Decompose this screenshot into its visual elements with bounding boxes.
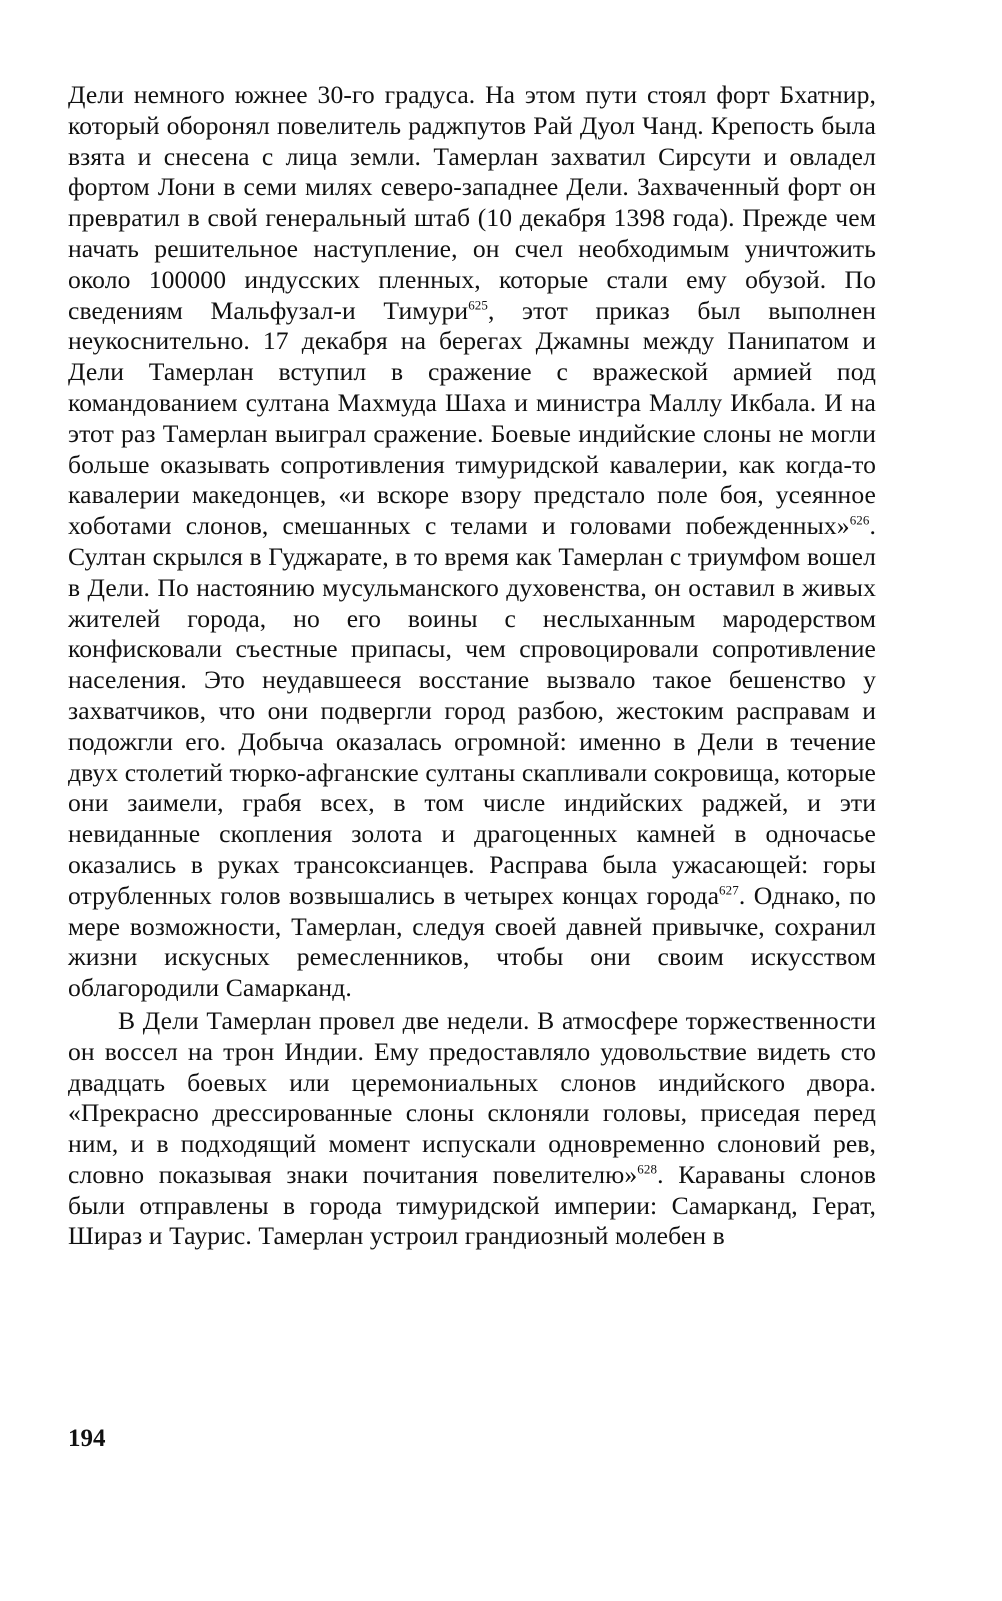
text-run: . Однако, по мере возможности, Тамерлан, следуя своей давней привычке, сохранил жизни искусных ремесленников, чтобы они своим искусством облагородили Самарканд.: [68, 880, 876, 1003]
text-run: В Дели Тамерлан провел две недели. В атмосфере торжественности он воссел на трон Индии. Ему предоставляло удовольствие видеть сто двадцать боевых или церемониальных слонов индийского двора. «Прекрасно дрессированные слоны склоняли головы, приседая перед ним, и в подходящий момент испускали одновременно слоновий рев, словно показывая знаки почитания повелителю»: [68, 1005, 876, 1189]
footnote-ref[interactable]: 626: [849, 512, 870, 528]
text-run: . Султан скрылся в Гуджарате, в то время как Тамерлан с триумфом вошел в Дели. По настоянию мусульманского духовенства, он оставил в живых жителей города, но его воины с неслыханным мародерством конфисковали съестные припасы, чем спровоцировали сопротивление населения. Это неудавшееся восстание вызвало такое бешенство у захватчиков, что они подвергли город разбою, жестоким расправам и подожгли его. Добыча оказалась огромной: именно в Дели в течение двух столетий тюрко-афганские султаны скапливали сокровища, которые они заимели, грабя всех, в том числе индийских раджей, и эти невиданные скопления золота и драгоценных камней в одночасье оказались в руках трансоксианцев. Расправа была ужасающей: горы отрубленных голов возвышались в четырех концах города: [68, 511, 876, 910]
text-run: Дели немного южнее 30-го градуса. На этом пути стоял форт Бхатнир, который оборонял повелитель раджпутов Рай Дуол Чанд. Крепость была взята и снесена с лица земли. Тамерлан захватил Сирсути и овладел фортом Лони в семи милях северо-западнее Дели. Захваченный форт он превратил в свой генеральный штаб (10 декабря 1398 года). Прежде чем начать решительное наступление, он счел необходимым уничтожить около 100000 индусских пленных, которые стали ему обузой. По сведениям Мальфузал-и Тимури: [68, 80, 876, 325]
page-body: [68, 80, 876, 1252]
footnote-ref[interactable]: 625: [468, 297, 488, 313]
paragraph-1: [68, 80, 876, 1004]
footnote-ref[interactable]: 627: [719, 882, 739, 898]
footnote-ref[interactable]: 628: [637, 1161, 658, 1177]
text-run: , этот приказ был выполнен неукоснительно. 17 декабря на берегах Джамны между Панипатом и Дели Тамерлан вступил в сражение с вражеской армией под командованием султана Махмуда Шаха и министра Маллу Икбала. И на этот раз Тамерлан выиграл сражение. Боевые индийские слоны не могли больше оказывать сопротивления тимуридской кавалерии, как когда-то кавалерии македонцев, «и вскоре взору предстало поле боя, усеянное хоботами слонов, смешанных с телами и головами побежденных»: [68, 295, 876, 541]
page-number: 194: [68, 1425, 106, 1452]
text-run: . Караваны слонов были отправлены в города тимуридской империи: Самарканд, Герат, Шираз и Таурис. Тамерлан устроил грандиозный молебен в: [68, 1159, 877, 1251]
paragraph-2: [68, 1006, 876, 1252]
